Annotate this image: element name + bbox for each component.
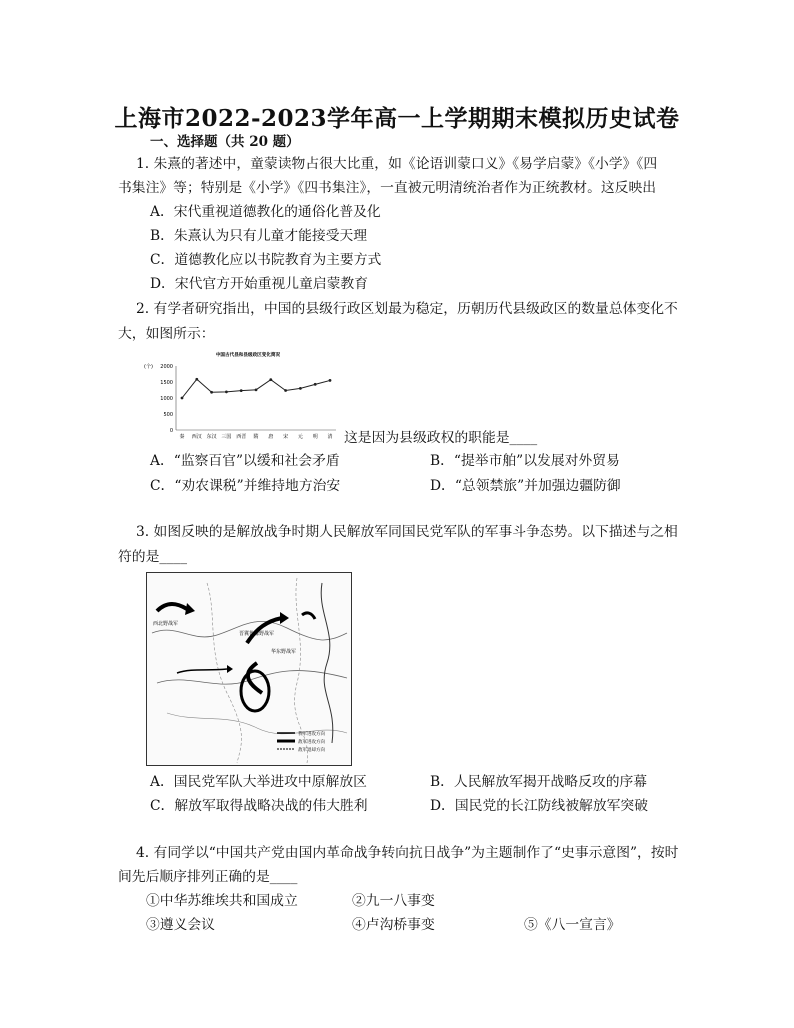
liberation-war-map [146,572,352,766]
chart-x-tick: 宋 [283,434,289,440]
q3-option-c[interactable]: C．解放军取得战略决战的伟大胜利 [150,798,368,814]
q4-item-1: ①中华苏维埃共和国成立 [146,893,298,909]
chart-point [210,391,213,394]
chart-y-label: (个) [144,364,153,370]
q3-option-d[interactable]: D．国民党的长江防线被解放军突破 [430,798,649,814]
q1-option-a[interactable]: A．宋代重视道德教化的通俗化普及化 [150,204,381,220]
chart-x-tick: 隋 [253,434,259,440]
q1-stem-line1: 1. 朱熹的著述中，童蒙读物占很大比重，如《论语训蒙口义》《易学启蒙》《小学》《四 [136,156,658,172]
chart-y-tick: 500 [163,411,173,418]
chart-y-tick: 1000 [160,395,173,402]
q4-item-5: ⑤《八一宣言》 [524,917,621,933]
map-label-jinjiluyu: 晋冀鲁豫野战军 [239,631,275,637]
chart-y-tick: 1500 [160,379,173,386]
map-svg [147,573,351,765]
border-line [207,583,241,763]
arrow-head [280,612,289,624]
county-count-chart [142,348,342,448]
chart-point [314,383,317,386]
page-title: 上海市2022-2023学年高一上学期期末模拟历史试卷 [114,105,680,132]
q3-stem-line2: 符的是____ [118,549,187,565]
chart-x-tick: 秦 [179,434,185,440]
q2-option-c[interactable]: C．“劝农课税”并维持地方治安 [150,478,341,494]
chart-y-tick: 2000 [160,363,173,370]
q4-item-2: ②九一八事变 [352,893,435,909]
q4-stem-line2: 间先后顺序排列正确的是____ [118,869,298,885]
q1-option-c[interactable]: C．道德教化应以书院教育为主要方式 [150,252,382,268]
section-heading: 一、选择题（共 20 题） [150,134,300,150]
q2-option-b[interactable]: B．“提举市舶”以发展对外贸易 [430,453,620,469]
chart-point [284,389,287,392]
q3-option-a[interactable]: A．国民党军队大举进攻中原解放区 [150,774,367,790]
chart-point [240,389,243,392]
chart-point [269,378,272,381]
enemy-arrow [177,669,227,673]
map-label-northwest: 西北野战军 [153,621,179,627]
chart-x-tick: 清 [327,434,333,440]
chart-point [195,378,198,381]
chart-point [181,397,184,400]
legend-text-2: 敌军进攻方向 [298,740,325,745]
chart-x-tick: 元 [297,434,303,440]
q3-stem-line1: 3. 如图反映的是解放战争时期人民解放军同国民党军队的军事斗争态势。以下描述与之相 [136,524,678,540]
q1-option-b[interactable]: B．朱熹认为只有儿童才能接受天理 [150,228,368,244]
legend-text-3: 敌军退却方向 [298,748,325,753]
chart-point [329,379,332,382]
chart-y-tick: 0 [169,427,173,434]
legend-text-1: 我军进攻方向 [298,732,325,737]
chart-title: 中国古代县和县级政区变化简况 [215,353,281,358]
chart-svg [142,348,342,448]
coast-line [321,583,333,743]
q2-option-a[interactable]: A．“监察百官”以缓和社会矛盾 [150,453,340,469]
arrow-head [227,665,233,673]
q1-option-d[interactable]: D．宋代官方开始重视儿童启蒙教育 [150,276,369,292]
chart-point [299,387,302,390]
chart-x-tick: 明 [312,434,318,440]
chart-point [225,391,228,394]
q2-stem-line1: 2. 有学者研究指出，中国的县级行政区划最为稳定，历朝历代县级政区的数量总体变化不 [136,301,678,317]
q4-item-3: ③遵义会议 [146,917,215,933]
encirclement-mark [241,671,269,711]
q2-stem-line2: 大，如图所示： [118,326,215,342]
map-legend [277,730,325,753]
arrow-head [185,603,195,615]
chart-x-tick: 唐 [268,434,274,440]
chart-x-tick: 西晋 [236,434,247,440]
q4-item-4: ④卢沟桥事变 [352,917,435,933]
army-arrow [157,604,187,611]
chart-x-tick: 东汉 [206,434,217,440]
q1-stem-line2: 书集注》等；特别是《小学》《四书集注》，一直被元明清统治者作为正统教材。这反映出 [118,180,657,196]
chart-x-tick: 三国 [221,434,232,440]
chart-x-tick: 西汉 [191,434,202,440]
army-arrow [302,613,315,619]
chart-point [255,388,258,391]
q2-after-chart: 这是因为县级政权的职能是____ [344,430,538,446]
q2-option-d[interactable]: D．“总领禁旅”并加强边疆防御 [430,478,621,494]
map-label-east: 华东野战军 [271,649,297,655]
border-line [167,713,347,734]
q3-option-b[interactable]: B．人民解放军揭开战略反攻的序幕 [430,774,648,790]
q4-stem-line1: 4. 有同学以“中国共产党由国内革命战争转向抗日战争”为主题制作了“史事示意图”，按时 [136,845,679,861]
army-arrow [248,663,262,693]
